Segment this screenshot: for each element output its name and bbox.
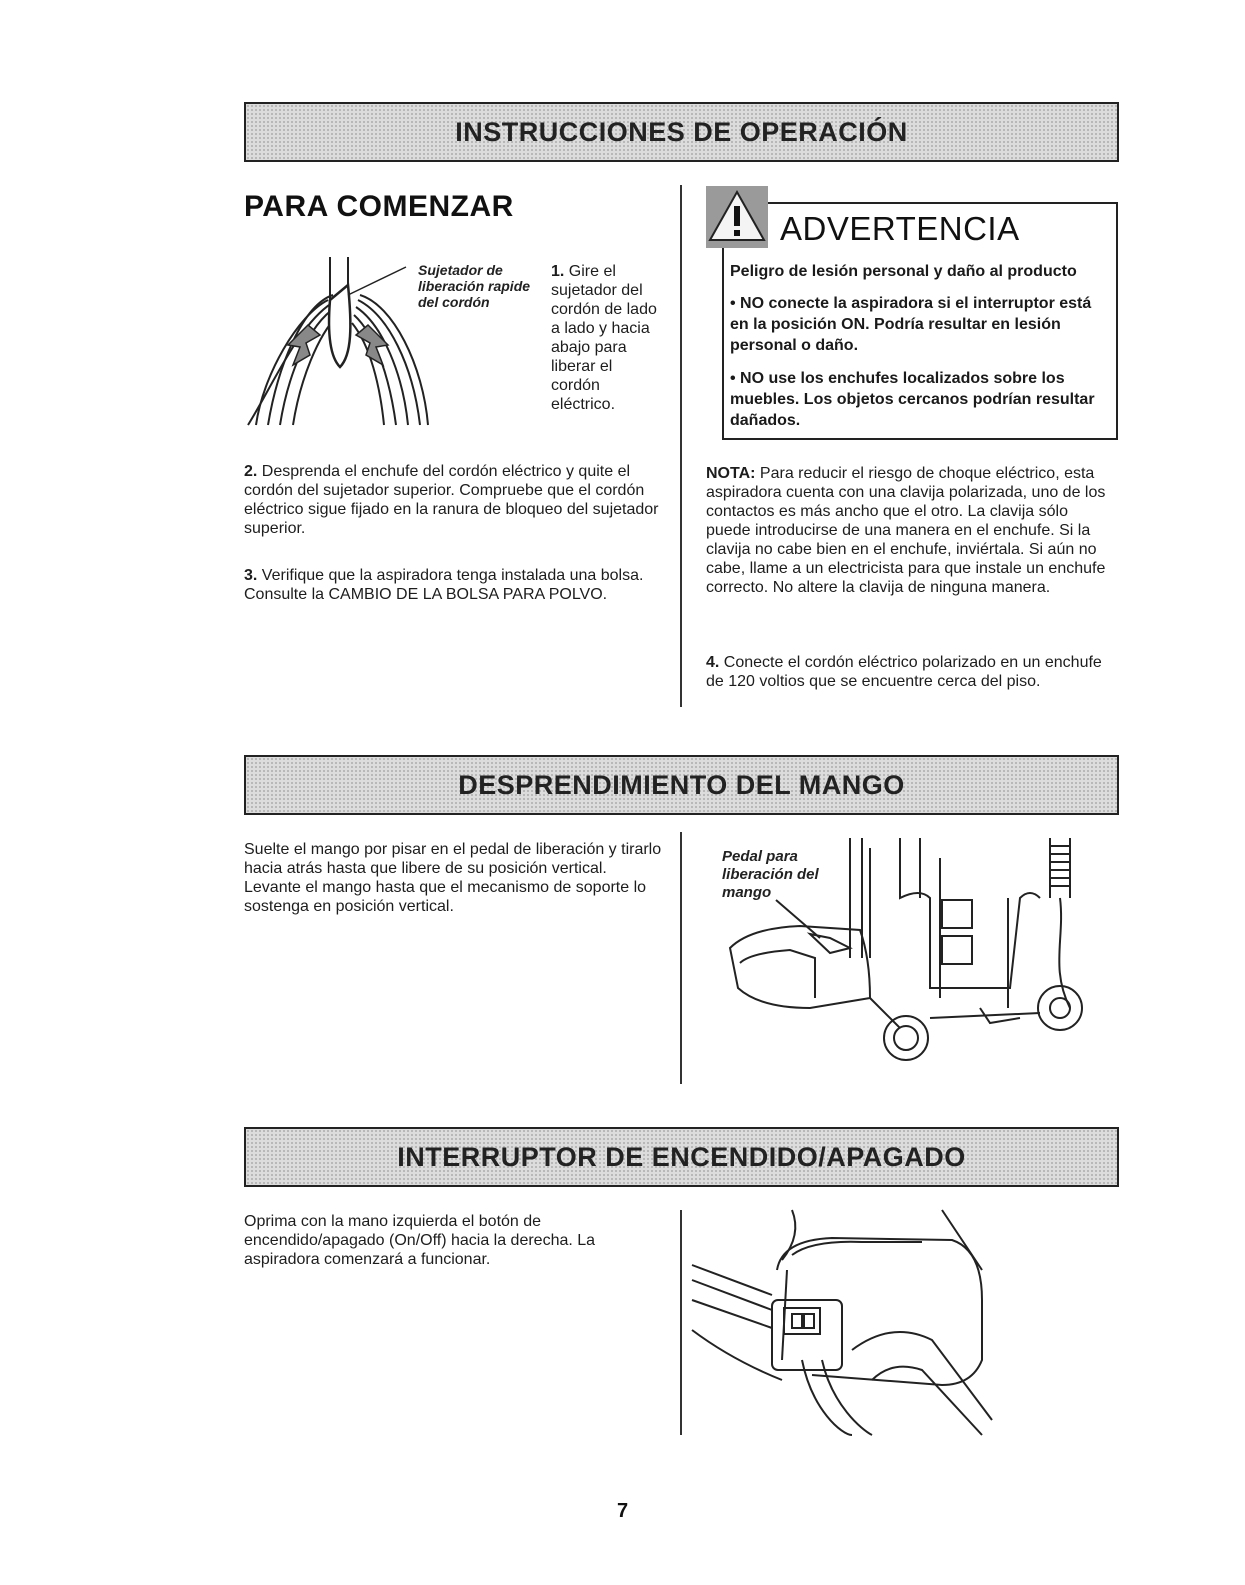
step4-number: 4.	[706, 654, 720, 671]
warning-triangle-icon	[706, 186, 768, 248]
handle-release-text: Suelte el mango por pisar en el pedal de liberación y tirarlo hacia atrás hasta que libere de su posición vertical. Levante el mango hasta que el mecanismo de soporte lo sostenga en posición vertical.	[244, 841, 662, 915]
switch-text: Oprima con la mano izquierda el botón de encendido/apagado (On/Off) hacia la derecha. La aspiradora comenzará a funcionar.	[244, 1213, 596, 1268]
step3-text: Verifique que la aspiradora tenga instalada una bolsa. Consulte la CAMBIO DE LA BOLSA PARA POLVO.	[244, 567, 644, 603]
start-heading: PARA COMENZAR	[244, 190, 514, 223]
step2	[244, 462, 664, 538]
cord-release-illustration	[248, 255, 428, 430]
section-title-operation: INSTRUCCIONES DE OPERACIÓN	[455, 116, 908, 147]
step1	[551, 262, 661, 414]
column-divider	[680, 185, 682, 707]
step4	[706, 653, 1110, 691]
section-banner-switch	[244, 1127, 1119, 1187]
section-banner-handle	[244, 755, 1119, 815]
cord-release-caption: Sujetador de liberación rapide del cordón	[418, 262, 531, 310]
column-divider-3	[680, 1210, 682, 1435]
warning-item-2: • NO use los enchufes localizados sobre los muebles. Los objetos cercanos podrían resultar dañados.	[730, 370, 1095, 429]
section-title-handle: DESPRENDIMIENTO DEL MANGO	[458, 769, 905, 800]
step1-text: Gire el sujetador del cordón de lado a lado y hacia abajo para liberar el cordón eléctrico.	[551, 263, 657, 413]
warning-title: ADVERTENCIA	[780, 210, 1020, 247]
step4-text: Conecte el cordón eléctrico polarizado en un enchufe de 120 voltios que se encuentre cerca del piso.	[706, 654, 1102, 690]
step2-text: Desprenda el enchufe del cordón eléctrico y quite el cordón del sujetador superior. Compruebe que el cordón eléctrico sigue fijado en la ranura de bloqueo del sujetador superior.	[244, 463, 659, 537]
warning-subtitle: Peligro de lesión personal y daño al producto	[730, 263, 1077, 280]
power-switch-illustration	[692, 1210, 992, 1435]
pedal-caption: Pedal para liberación del mango	[722, 848, 819, 901]
section-title-switch: INTERRUPTOR DE ENCENDIDO/APAGADO	[397, 1141, 966, 1172]
note-text: Para reducir el riesgo de choque eléctrico, esta aspiradora cuenta con una clavija polarizada, uno de los contactos es más ancho que el otro. La clavija sólo puede introducirse de una manera en el enchufe. Si la clavija no cabe bien en el enchufe, inviértala. Si aún no cabe, llame a un electricista para que instale un enchufe correcto. No altere la clavija de ninguna manera.	[706, 465, 1106, 596]
step2-number: 2.	[244, 463, 258, 480]
page-number: 7	[616, 1500, 629, 1522]
step3	[244, 566, 664, 604]
step1-number: 1.	[551, 263, 565, 280]
vacuum-pedal-illustration	[720, 838, 1090, 1073]
section-banner-operation	[244, 102, 1119, 162]
note-label: NOTA:	[706, 465, 756, 482]
note-paragraph	[706, 464, 1110, 597]
step3-number: 3.	[244, 567, 258, 584]
warning-item-1: • NO conecte la aspiradora si el interruptor está en la posición ON. Podría resultar en lesión personal o daño.	[730, 295, 1092, 354]
column-divider-2	[680, 832, 682, 1084]
